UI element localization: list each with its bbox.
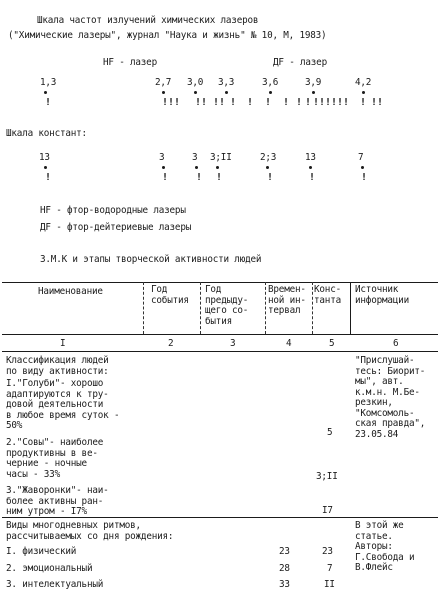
rhythm-row-interval: 33 bbox=[279, 579, 290, 590]
scale-dot bbox=[266, 166, 269, 169]
scale-dot bbox=[225, 91, 228, 94]
header-event-year: Год события bbox=[151, 284, 189, 306]
scale-tick: ! bbox=[45, 97, 52, 108]
block1-constant-doves: 5 bbox=[327, 427, 333, 438]
block2-intro: Виды многодневных ритмов, рассчитываемых со дня рождения: bbox=[6, 520, 174, 542]
rhythm-row-interval: 28 bbox=[279, 563, 290, 574]
block1-intro: Классификация людей по виду активности: bbox=[6, 355, 109, 377]
scale-dot bbox=[216, 166, 219, 169]
col-number-5: 5 bbox=[329, 338, 335, 349]
rhythm-row-name: 3. интелектуальный bbox=[6, 579, 104, 590]
block1-item-larks: 3."Жаворонки"- наи- более активны ран- ним утром - I7% bbox=[6, 485, 109, 517]
constant-value-6: 13 bbox=[305, 152, 316, 163]
col-number-1: I bbox=[60, 338, 66, 349]
freq-scale-ticks bbox=[0, 98, 442, 110]
scale-tick: ! bbox=[296, 97, 303, 108]
col-number-4: 4 bbox=[286, 338, 292, 349]
section-title: З.М.К и этапы творческой активности людей bbox=[40, 254, 262, 265]
rhythm-row-name: 2. эмоциональный bbox=[6, 563, 93, 574]
scale-dot bbox=[361, 166, 364, 169]
scale-tick: ! bbox=[247, 97, 254, 108]
heading-line-2: ("Химические лазеры", журнал "Наука и жизнь" № 10, М, 1983) bbox=[8, 30, 327, 41]
freq-value-4: 3,3 bbox=[218, 77, 235, 88]
block2-source: В этой же статье. Авторы: Г.Свобода и В.Флейс bbox=[355, 520, 415, 573]
heading-line-1: Шкала частот излучений химических лазеров bbox=[37, 15, 259, 26]
scale-tick: ! bbox=[216, 172, 223, 183]
rhythm-row-constant: II bbox=[324, 579, 335, 590]
constant-value-3: 3 bbox=[192, 152, 198, 163]
col-number-3: 3 bbox=[230, 338, 236, 349]
scale-tick: !! bbox=[371, 97, 384, 108]
scale-dot bbox=[162, 91, 165, 94]
scale-dot bbox=[269, 91, 272, 94]
constant-value-2: 3 bbox=[159, 152, 165, 163]
scale-tick: ! bbox=[267, 172, 274, 183]
rhythm-row-interval: 23 bbox=[279, 546, 290, 557]
constant-value-5: 2;3 bbox=[260, 152, 277, 163]
scale-tick: ! bbox=[309, 172, 316, 183]
rhythm-row-name: I. физический bbox=[6, 546, 77, 557]
column-divider bbox=[143, 282, 144, 334]
block1-constant-owls: 3;II bbox=[316, 471, 338, 482]
scale-dot bbox=[162, 166, 165, 169]
header-source: Источник информации bbox=[355, 284, 409, 306]
scale-tick: !! bbox=[337, 97, 350, 108]
scale-tick: ! bbox=[230, 97, 237, 108]
column-divider bbox=[312, 282, 313, 334]
freq-value-5: 3,6 bbox=[262, 77, 279, 88]
scale-dot bbox=[362, 91, 365, 94]
block1-item-owls: 2."Совы"- наиболее продуктивны в ве- черние - ночные часы - 33% bbox=[6, 437, 104, 480]
freq-value-3: 3,0 bbox=[187, 77, 204, 88]
scale-tick: ! bbox=[45, 172, 52, 183]
legend-df: ДF - фтор-дейтериевые лазеры bbox=[40, 222, 192, 233]
scale-dot bbox=[44, 91, 47, 94]
table-header-rule bbox=[2, 334, 438, 335]
scale-tick: !! bbox=[195, 97, 208, 108]
scale-tick: ! bbox=[361, 172, 368, 183]
header-time-interval: Времен- ной ин- тервал bbox=[268, 284, 306, 316]
constants-scale-title: Шкала констант: bbox=[6, 128, 87, 139]
table-colnum-rule bbox=[2, 351, 438, 352]
header-constant: Конс- танта bbox=[314, 284, 341, 306]
col-number-2: 2 bbox=[168, 338, 174, 349]
block1-source: "Прислушай- тесь: Биорит- мы", авт. к.м.н. М.Бе- резкин, "Комсомоль- ская правда", 23.05.84 bbox=[355, 355, 426, 440]
constant-value-4: 3;II bbox=[210, 152, 232, 163]
scale-dot bbox=[309, 166, 312, 169]
header-previous-event-year: Год предыду- щего со- бытия bbox=[205, 284, 249, 327]
freq-value-1: 1,3 bbox=[40, 77, 57, 88]
header-name: Наименование bbox=[38, 286, 103, 297]
scale-tick: ! bbox=[162, 172, 169, 183]
scale-tick: !! bbox=[213, 97, 226, 108]
block1-constant-larks: I7 bbox=[322, 505, 333, 516]
rhythm-row-constant: 7 bbox=[327, 563, 333, 574]
scale-tick: !!!! bbox=[313, 97, 338, 108]
scale-tick: ! bbox=[360, 97, 367, 108]
scale-dot bbox=[194, 91, 197, 94]
column-divider bbox=[350, 282, 351, 334]
column-divider bbox=[265, 282, 266, 334]
freq-value-2: 2,7 bbox=[155, 77, 172, 88]
constant-value-7: 7 bbox=[358, 152, 364, 163]
scale-tick: ! bbox=[305, 97, 312, 108]
constant-value-1: 13 bbox=[39, 152, 50, 163]
scale-tick: !!! bbox=[162, 97, 181, 108]
table-top-rule bbox=[2, 282, 438, 283]
legend-hf: НF - фтор-водородные лазеры bbox=[40, 205, 186, 216]
scale-tick: ! bbox=[196, 172, 203, 183]
scale-tick: ! bbox=[283, 97, 290, 108]
freq-value-7: 4,2 bbox=[355, 77, 372, 88]
scale-dot bbox=[44, 166, 47, 169]
block1-item-doves: I."Голуби"- хорошо адаптируются к тру- довой деятельности в любое время суток - 50% bbox=[6, 378, 120, 431]
scale-tick: ! bbox=[265, 97, 272, 108]
constants-scale-ticks bbox=[0, 173, 442, 185]
scale-dot bbox=[195, 166, 198, 169]
freq-value-6: 3,9 bbox=[305, 77, 322, 88]
df-laser-label: ДF - лазер bbox=[273, 57, 327, 68]
rhythm-row-constant: 23 bbox=[322, 546, 333, 557]
scale-dot bbox=[312, 91, 315, 94]
col-number-6: 6 bbox=[393, 338, 399, 349]
hf-laser-label: НF - лазер bbox=[103, 57, 157, 68]
column-divider bbox=[200, 282, 201, 334]
